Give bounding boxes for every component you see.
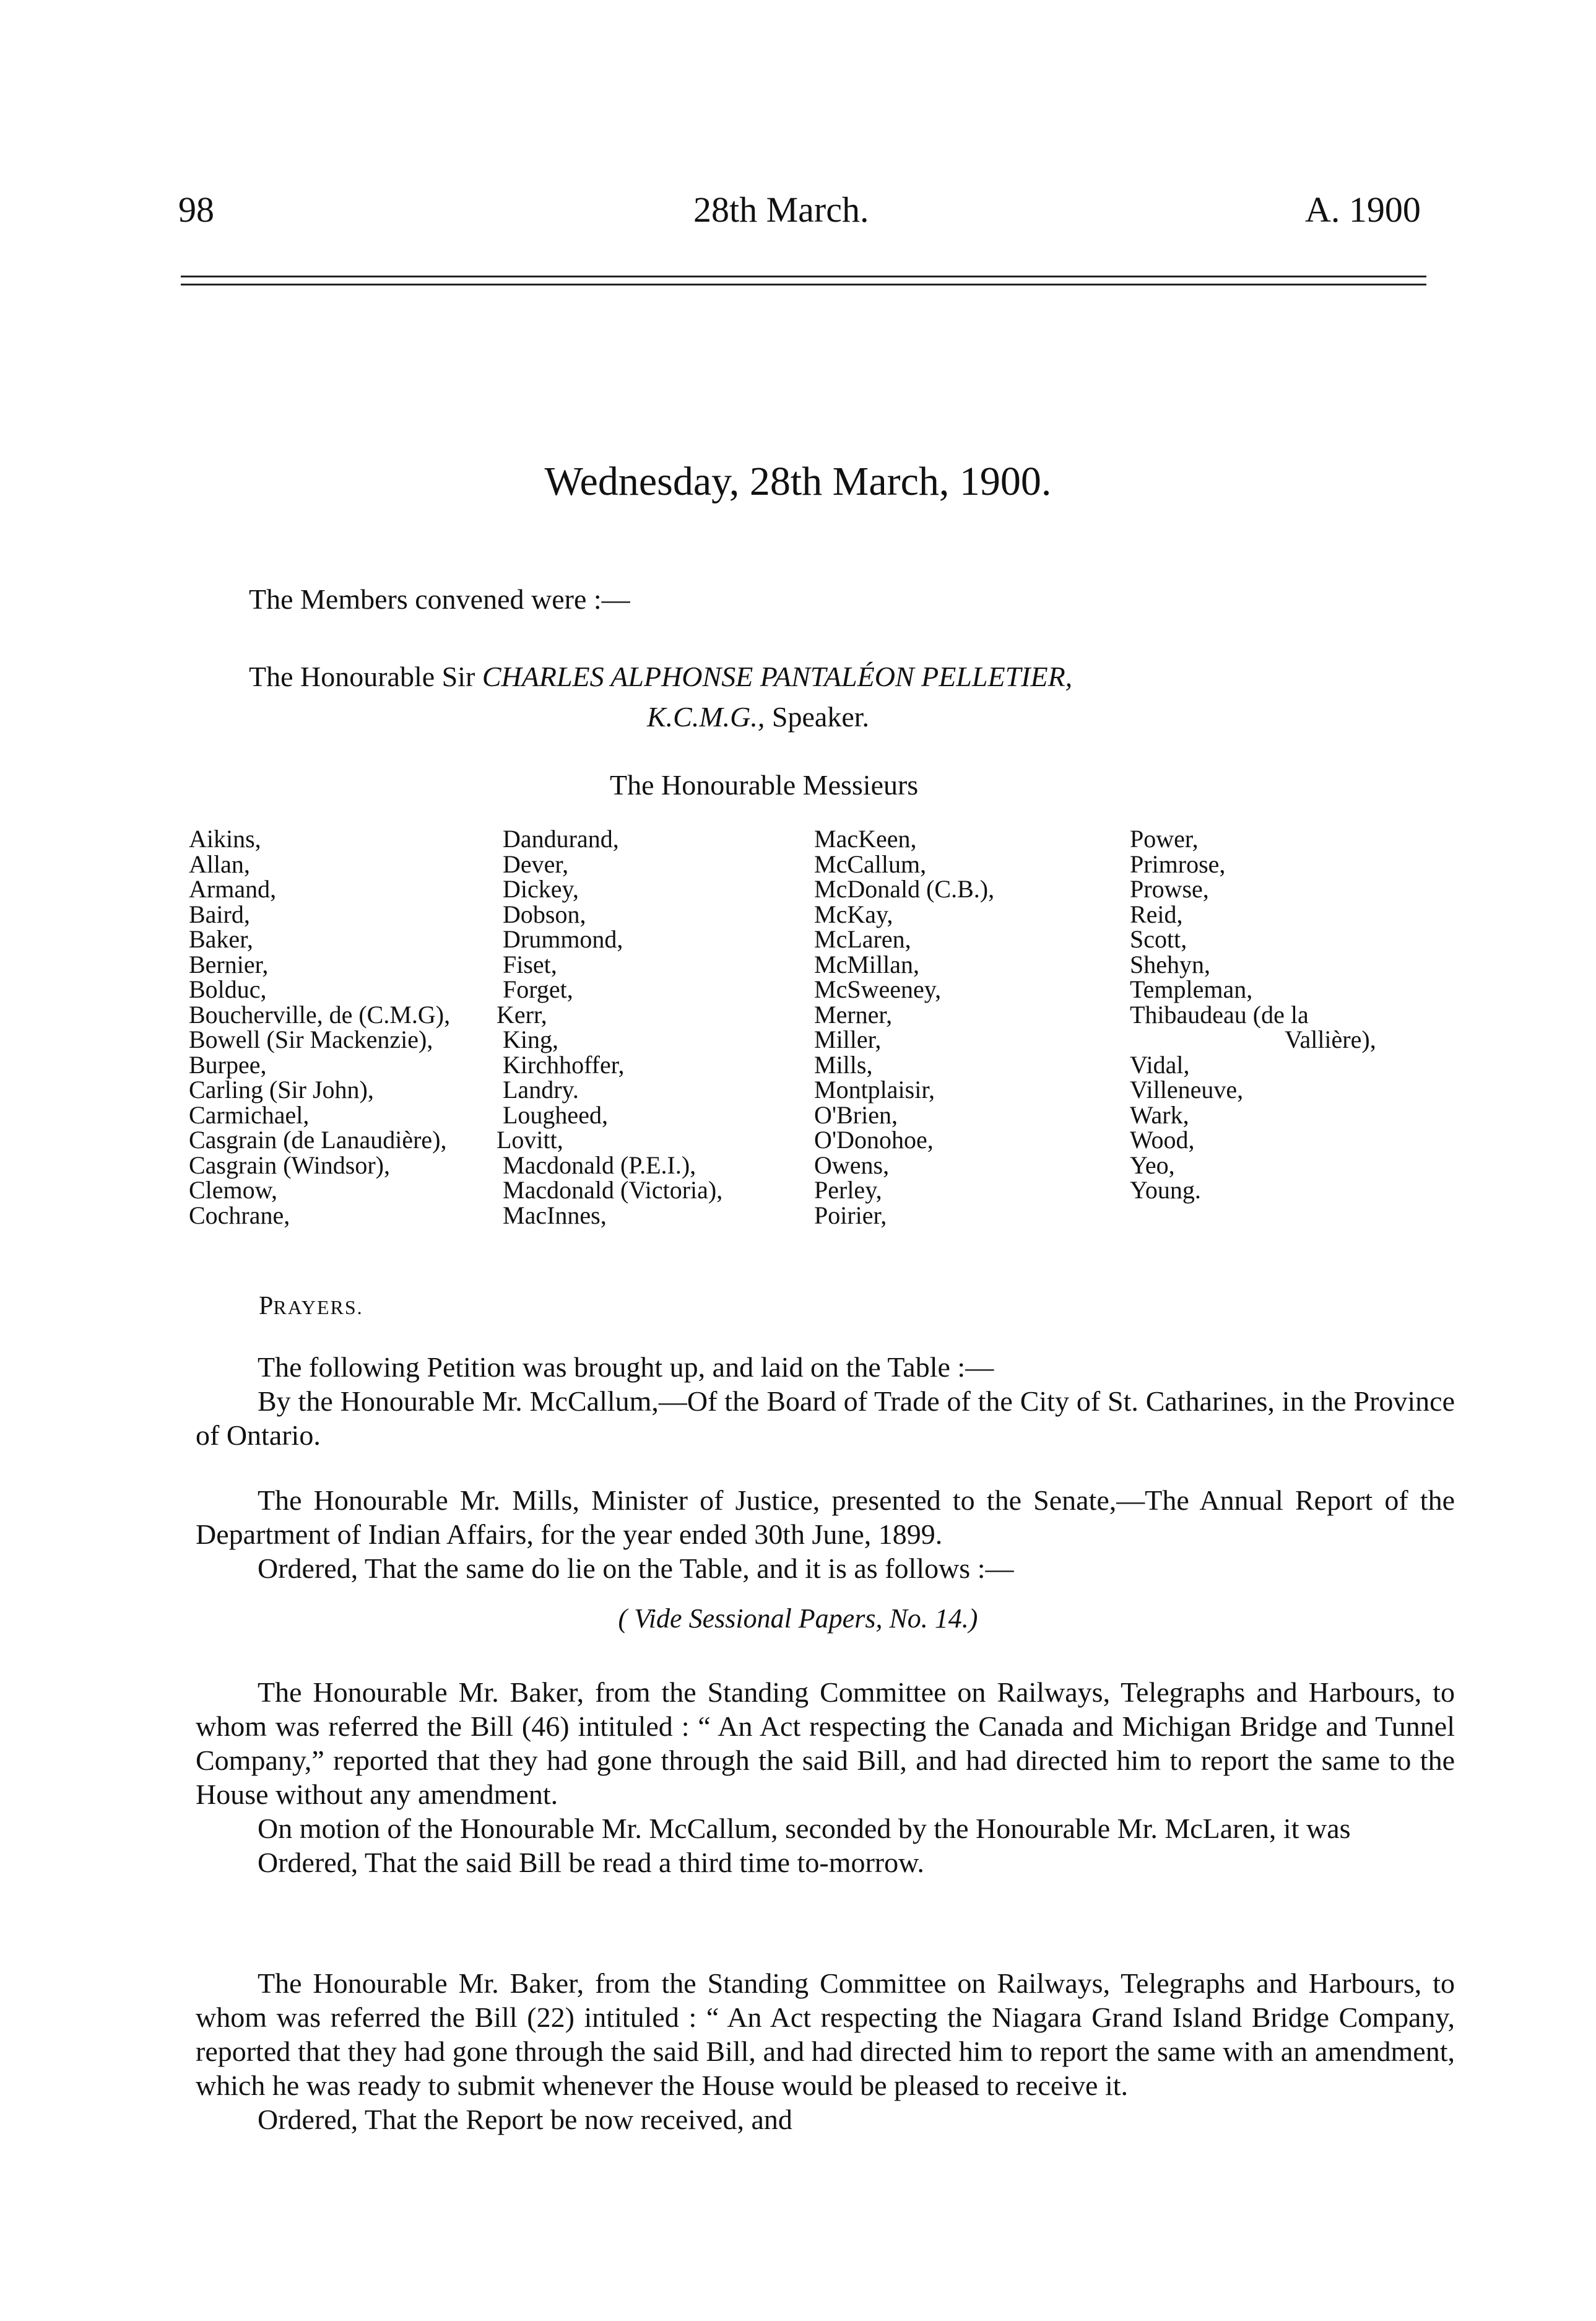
page-number: 98 (178, 189, 214, 230)
senator-name: Thibaudeau (de la (1130, 1000, 1309, 1029)
senator-name: Templeman, (1130, 975, 1253, 1003)
senator-name: Kirchhoffer, (503, 1050, 625, 1079)
senator-name: McLaren, (814, 925, 911, 953)
senator-name: Landry. (503, 1076, 579, 1104)
senator-name: King, (503, 1026, 558, 1053)
speaker-name: CHARLES ALPHONSE PANTALÉON PELLETIER, (482, 661, 1073, 692)
senator-name: Bowell (Sir Mackenzie), (189, 1026, 433, 1053)
senator-name: Vidal, (1130, 1050, 1190, 1079)
senator-name: Aikins, (189, 825, 261, 853)
speaker-honours: K.C.M.G., (647, 701, 765, 733)
senator-name: Lovitt, (497, 1126, 563, 1154)
senator-name: O'Brien, (814, 1100, 898, 1129)
header-rule-bottom (181, 284, 1426, 285)
senator-name: Baker, (189, 925, 253, 953)
senator-name: Villeneuve, (1130, 1076, 1244, 1104)
header-date: 28th March. (693, 189, 869, 230)
senator-name: Armand, (189, 875, 277, 903)
senator-name: Dever, (503, 850, 569, 878)
senator-name: Kerr, (497, 1000, 547, 1029)
prayers-heading (259, 1291, 363, 1321)
report-presented: The Honourable Mr. Mills, Minister of Justice, presented to the Senate,—The Annual Report of the Department of Indian Affairs, for the year ended 30th June, 1899. (196, 1484, 1455, 1550)
senator-name: Dickey, (503, 875, 579, 903)
senator-name: Wark, (1130, 1100, 1189, 1129)
bill-46-text: The Honourable Mr. Baker, from the Standing Committee on Railways, Telegraphs and Harbours, to whom was referred the Bill (46) intituled : “ An Act respecting the Canada and Michigan Bridge and Tunnel Company,” reported that they had gone through the said Bill, and had directed him to report the same to the House without any amendment. (196, 1676, 1455, 1810)
senator-name: Shehyn, (1130, 950, 1210, 978)
senator-name: Clemow, (189, 1176, 277, 1204)
senator-name: McSweeney, (814, 975, 942, 1003)
senator-name: O'Donohoe, (814, 1126, 934, 1154)
speaker-title (647, 700, 869, 734)
senator-name: Lougheed, (503, 1100, 608, 1129)
senator-name: Owens, (814, 1151, 890, 1179)
senator-name: Bolduc, (189, 975, 267, 1003)
bill-46-motion: On motion of the Honourable Mr. McCallum, seconded by the Honourable Mr. McLaren, it was (258, 1813, 1351, 1844)
senator-name: Vallière), (1285, 1026, 1376, 1053)
senator-name: Merner, (814, 1000, 893, 1029)
senator-name: Burpee, (189, 1050, 267, 1079)
senator-name: Prowse, (1130, 875, 1209, 903)
senator-name: Drummond, (503, 925, 623, 953)
senator-name: Poirier, (814, 1201, 887, 1229)
header-rule-top (181, 276, 1426, 277)
senator-name: Casgrain (de Lanaudière), (189, 1126, 447, 1154)
senator-name: McMillan, (814, 950, 919, 978)
senator-name: Yeo, (1130, 1151, 1175, 1179)
senator-name: Boucherville, de (C.M.G), (189, 1000, 451, 1029)
senator-name: Montplaisir, (814, 1076, 935, 1104)
senator-name: MacInnes, (503, 1201, 607, 1229)
senator-name: Mills, (814, 1050, 873, 1079)
senator-name: McKay, (814, 900, 893, 928)
report-ordered: Ordered, That the same do lie on the Table, and it is as follows :— (258, 1552, 1014, 1584)
senator-name: McCallum, (814, 850, 927, 878)
petition-detail: By the Honourable Mr. McCallum,—Of the Board of Trade of the City of St. Catharines, in the Province of Ontario. (196, 1385, 1455, 1451)
prayers-rest: RAYERS. (273, 1296, 363, 1318)
senator-name: Power, (1130, 825, 1199, 853)
header-year: A. 1900 (1305, 189, 1421, 230)
senator-name: Macdonald (Victoria), (503, 1176, 723, 1204)
senators-column-2 (497, 825, 723, 1229)
bill-22-ordered: Ordered, That the Report be now received, and (258, 2104, 792, 2135)
senator-name: MacKeen, (814, 825, 917, 853)
bill-46-ordered: Ordered, That the said Bill be read a third time to-morrow. (258, 1847, 924, 1878)
senator-name: Carling (Sir John), (189, 1076, 374, 1104)
senator-name: Dandurand, (503, 825, 619, 853)
messieurs-heading: The Honourable Messieurs (610, 769, 919, 801)
bill-22-text: The Honourable Mr. Baker, from the Standing Committee on Railways, Telegraphs and Harbours, to whom was referred the Bill (22) intituled : “ An Act respecting the Niagara Grand Island Bridge Company, reported that they had gone through the said Bill, and had directed him to report the same with an amendment, which he was ready to submit whenever the House would be pleased to receive it. (196, 1967, 1455, 2101)
senator-name: McDonald (C.B.), (814, 875, 995, 903)
senator-name: Bernier, (189, 950, 269, 978)
senator-name: Allan, (189, 850, 250, 878)
senator-name: Casgrain (Windsor), (189, 1151, 390, 1179)
senator-name: Wood, (1130, 1126, 1195, 1154)
senator-name: Primrose, (1130, 850, 1226, 878)
senators-column-3 (814, 827, 994, 1228)
senators-column-1 (189, 827, 450, 1228)
senator-name: Dobson, (503, 900, 586, 928)
vide-sessional-papers: ( Vide Sessional Papers, No. 14.) (618, 1603, 978, 1634)
senator-name: Young. (1130, 1176, 1201, 1204)
speaker-line (249, 660, 1072, 694)
senator-name: Carmichael, (189, 1100, 310, 1129)
page-title: Wednesday, 28th March, 1900. (544, 459, 1052, 504)
bill-46-report (196, 1675, 1455, 1879)
petition-intro: The following Petition was brought up, and laid on the Table :— (258, 1351, 994, 1383)
senator-name: Baird, (189, 900, 250, 928)
prayers-initial: P (259, 1292, 274, 1320)
members-convened: The Members convened were :— (249, 583, 630, 615)
speaker-prefix: The Honourable Sir (249, 661, 475, 692)
senator-name: Reid, (1130, 900, 1183, 928)
senator-name: Perley, (814, 1176, 882, 1204)
senator-name: Forget, (503, 975, 573, 1003)
senator-name: Fiset, (503, 950, 557, 978)
bill-22-report (196, 1966, 1455, 2136)
indian-affairs-report (196, 1483, 1455, 1585)
senator-name: Macdonald (P.E.I.), (503, 1151, 696, 1179)
senators-column-4 (1130, 827, 1376, 1203)
petition-paragraph (196, 1350, 1455, 1452)
senator-name: Miller, (814, 1026, 882, 1053)
senator-name: Scott, (1130, 925, 1187, 953)
senator-name: Cochrane, (189, 1201, 290, 1229)
speaker-role: Speaker. (771, 701, 870, 733)
